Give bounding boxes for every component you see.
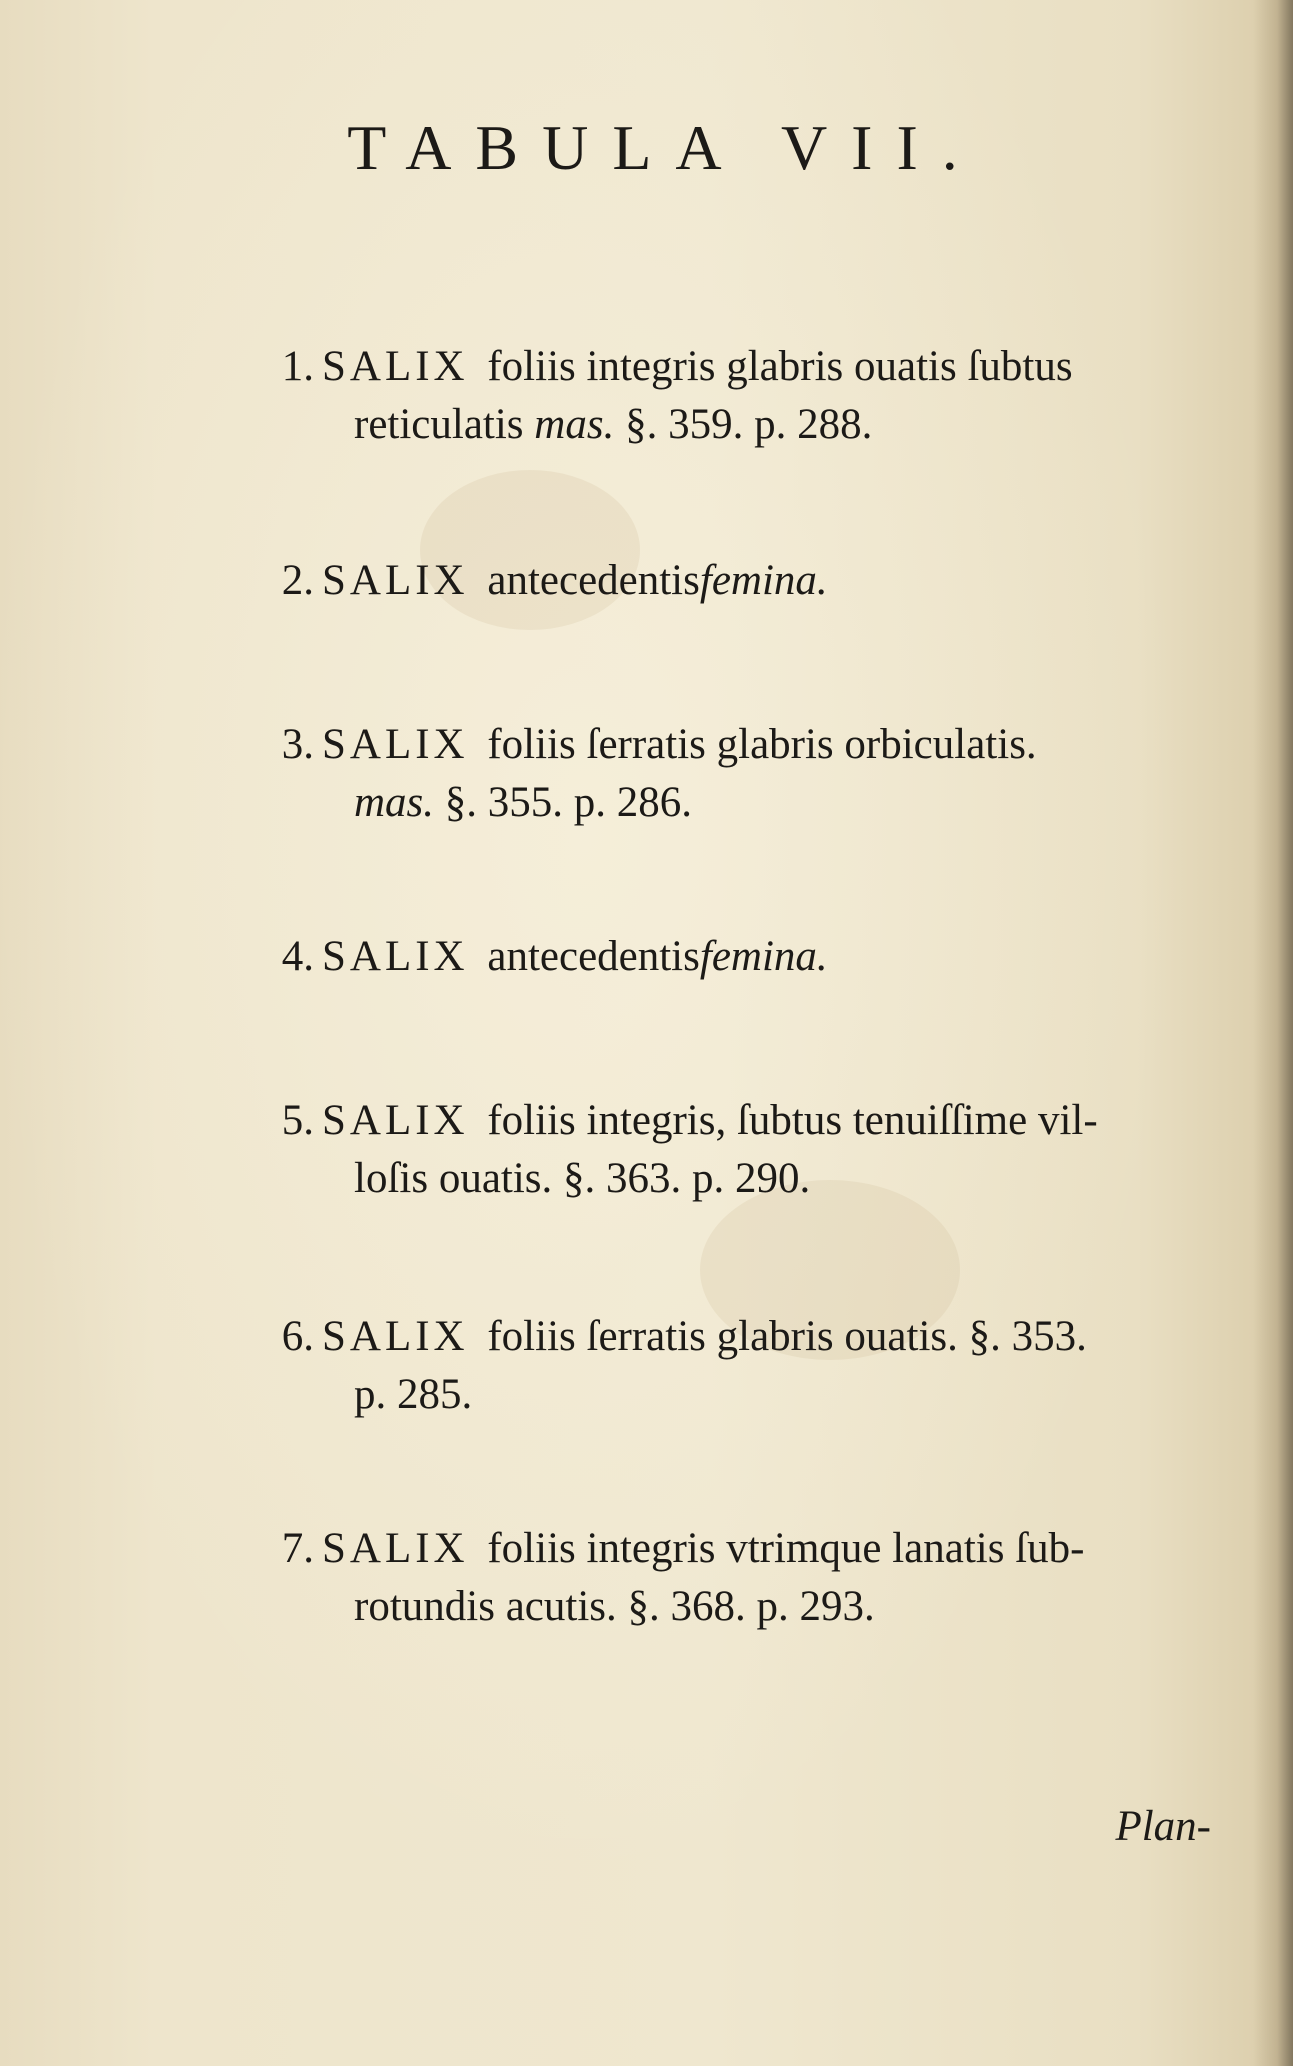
entry-line <box>322 716 1222 774</box>
entry-number: 1. <box>281 343 314 390</box>
catchword: Plan- <box>1115 1803 1211 1850</box>
entry-line <box>322 1150 1222 1208</box>
entry-line <box>322 774 1222 832</box>
entry-genus: SALIX <box>322 1097 469 1144</box>
plate-entry <box>281 1092 1222 1208</box>
entry-sex: mas. <box>354 779 435 826</box>
entry-reference: §. 359. p. 288. <box>625 401 873 448</box>
entry-sex: femina. <box>699 933 828 980</box>
entry-line <box>322 338 1222 396</box>
page-title: TABULA VII. <box>347 112 982 183</box>
plate-entry <box>281 1520 1222 1636</box>
entry-description: foliis integris, ſubtus tenuiſſime vil- <box>487 1097 1098 1144</box>
entry-number: 4. <box>281 933 314 980</box>
entry-genus: SALIX <box>322 557 469 604</box>
entry-reference: §. 368. p. 293. <box>627 1583 875 1630</box>
entry-description: antecedentis <box>487 933 700 980</box>
entry-genus: SALIX <box>322 933 469 980</box>
entry-line <box>322 396 1222 454</box>
plate-entry <box>281 1308 1222 1424</box>
entry-number: 2. <box>281 557 314 604</box>
entry-description: loſis ouatis. <box>354 1155 553 1202</box>
plate-entry <box>281 338 1222 454</box>
plate-entry <box>281 716 1222 832</box>
entry-description: foliis integris vtrimque lanatis ſub- <box>487 1525 1085 1572</box>
page-gutter-shadow <box>1253 0 1293 2066</box>
entry-number: 5. <box>281 1097 314 1144</box>
entry-description: foliis ſerratis glabris ouatis. §. 353. <box>487 1313 1087 1360</box>
entry-description: antecedentis <box>487 557 700 604</box>
entry-reference: §. 363. p. 290. <box>563 1155 811 1202</box>
entry-description: rotundis acutis. <box>354 1583 617 1630</box>
entry-description: foliis integris glabris ouatis ſubtus <box>487 343 1073 390</box>
entry-genus: SALIX <box>322 343 469 390</box>
entry-description: foliis ſerratis glabris orbiculatis. <box>487 721 1037 768</box>
plate-entry <box>281 928 1222 986</box>
entry-number: 6. <box>281 1313 314 1360</box>
entry-line <box>322 552 1222 610</box>
entry-line <box>322 1308 1222 1366</box>
entry-line <box>322 1366 1222 1424</box>
entry-line <box>322 1520 1222 1578</box>
entry-genus: SALIX <box>322 1525 469 1572</box>
plate-entry <box>281 552 1222 610</box>
entry-reference: §. 355. p. 286. <box>444 779 693 826</box>
entry-line <box>322 1092 1222 1150</box>
entry-genus: SALIX <box>322 1313 469 1360</box>
entry-line <box>322 928 1222 986</box>
entry-number: 3. <box>281 721 314 768</box>
entry-description: reticulatis <box>354 401 524 448</box>
entry-reference: p. 285. <box>354 1371 473 1418</box>
entry-number: 7. <box>281 1525 314 1572</box>
entry-sex: mas. <box>534 401 615 448</box>
entry-line <box>322 1578 1222 1636</box>
entry-genus: SALIX <box>322 721 469 768</box>
entry-sex: femina. <box>699 557 828 604</box>
